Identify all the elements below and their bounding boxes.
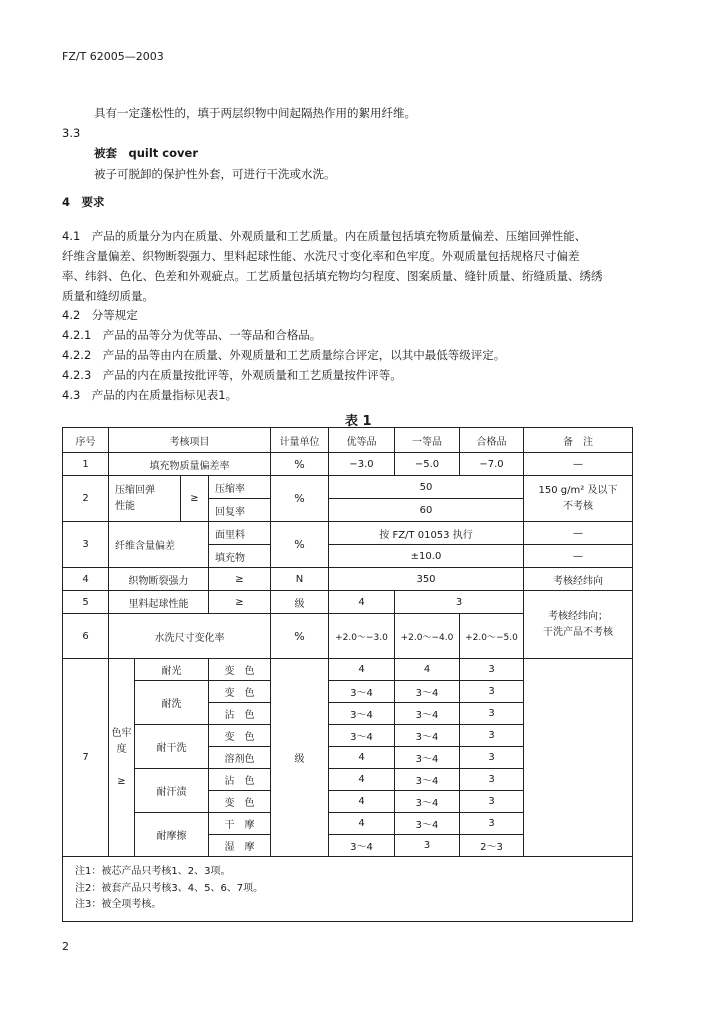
table-row	[63, 659, 633, 681]
table-row	[63, 476, 633, 499]
sub-item: 变 色	[209, 659, 271, 681]
value-superior: 3～4	[329, 835, 395, 857]
fastness-category: 耐干洗	[135, 725, 209, 769]
paragraph: 4.2.1 产品的品等分为优等品、一等品和合格品。	[62, 328, 322, 342]
row-number: 2	[63, 476, 109, 522]
value-all-grades: 50	[329, 476, 524, 499]
table-row	[63, 591, 633, 614]
value-superior: 3～4	[329, 681, 395, 703]
unit: %	[271, 453, 329, 476]
table-note	[63, 857, 633, 879]
section-heading: 4 要求	[62, 195, 105, 209]
comparison-symbol: ≥	[209, 591, 271, 614]
paragraph: 4.3 产品的内在质量指标见表1。	[62, 388, 238, 402]
value-superior: 4	[329, 791, 395, 813]
value-first: 3～4	[395, 681, 460, 703]
fastness-category: 耐摩擦	[135, 813, 209, 857]
paragraph: 4.2.3 产品的内在质量按批评等，外观质量和工艺质量按件评等。	[62, 368, 402, 382]
section-number: 3.3	[62, 126, 81, 140]
value-qualified: 3	[460, 681, 524, 703]
value-superior: 4	[329, 591, 395, 614]
value-first: −5.0	[395, 453, 460, 476]
value-superior: 3～4	[329, 703, 395, 725]
row-number: 1	[63, 453, 109, 476]
sub-item: 变 色	[209, 791, 271, 813]
test-item: 织物断裂强力	[109, 568, 209, 591]
test-item: 里料起球性能	[109, 591, 209, 614]
value-qualified: 3	[460, 747, 524, 769]
paragraph: 纤维含量偏差、织物断裂强力、里料起球性能、水洗尺寸变化率和色牢度。外观质量包括规格尺寸偏差	[62, 249, 580, 263]
value-qualified: 3	[460, 659, 524, 681]
paragraph: 4.2.2 产品的品等由内在质量、外观质量和工艺质量综合评定，以其中最低等级评定。	[62, 348, 506, 362]
value-first: 3～4	[395, 725, 460, 747]
test-item: 水洗尺寸变化率	[109, 614, 271, 659]
column-header: 合格品	[460, 428, 524, 453]
unit: %	[271, 522, 329, 568]
quality-index-table	[62, 427, 633, 922]
value-first: 3～4	[395, 791, 460, 813]
table-note-text: 注1：被芯产品只考核1、2、3项。	[63, 857, 633, 879]
test-item: 压缩回弹 性能	[109, 476, 181, 522]
table-row	[63, 522, 633, 545]
sub-item: 变 色	[209, 681, 271, 703]
value-all-grades: ±10.0	[329, 545, 524, 568]
sub-item: 沾 色	[209, 703, 271, 725]
column-header: 计量单位	[271, 428, 329, 453]
test-item: 纤维含量偏差	[109, 522, 209, 568]
value-superior: 4	[329, 659, 395, 681]
comparison-symbol: ≥	[181, 476, 209, 522]
remark: 考核经纬向	[524, 568, 633, 591]
table-note	[63, 895, 633, 922]
column-header: 一等品	[395, 428, 460, 453]
unit: 级	[271, 659, 329, 857]
term-heading: 被套 quilt cover	[94, 146, 198, 160]
sub-item: 面里料	[209, 522, 271, 545]
sub-item: 湿 摩	[209, 835, 271, 857]
value-first: 3～4	[395, 813, 460, 835]
row-number: 6	[63, 614, 109, 659]
sub-item: 干 摩	[209, 813, 271, 835]
table-row	[63, 453, 633, 476]
sub-item: 压缩率	[209, 476, 271, 499]
value-superior: 4	[329, 769, 395, 791]
value-first: 4	[395, 659, 460, 681]
remark: 考核经纬向； 干洗产品不考核	[524, 591, 633, 659]
table-note	[63, 878, 633, 895]
row-number: 7	[63, 659, 109, 857]
column-header: 备 注	[524, 428, 633, 453]
comparison-symbol: ≥	[209, 568, 271, 591]
unit: 级	[271, 591, 329, 614]
row-number: 3	[63, 522, 109, 568]
remark: —	[524, 545, 633, 568]
value-superior: −3.0	[329, 453, 395, 476]
paragraph: 具有一定蓬松性的，填于两层织物中间起隔热作用的絮用纤维。	[94, 106, 416, 120]
table-note-text: 注2：被套产品只考核3、4、5、6、7项。	[63, 878, 633, 895]
colour-fastness-label: 色牢度 ≥	[109, 659, 135, 857]
sub-item: 回复率	[209, 499, 271, 522]
sub-item: 沾 色	[209, 769, 271, 791]
unit: N	[271, 568, 329, 591]
value-first: +2.0～−4.0	[395, 614, 460, 659]
remark: —	[524, 453, 633, 476]
value-all-grades: 60	[329, 499, 524, 522]
value-first: 3	[395, 835, 460, 857]
test-item: 填充物质量偏差率	[109, 453, 271, 476]
value-qualified: 3	[460, 769, 524, 791]
value-qualified: 3	[460, 703, 524, 725]
value-qualified: 3	[460, 813, 524, 835]
paragraph: 率、纬斜、色化、色差和外观疵点。工艺质量包括填充物均匀程度、图案质量、缝针质量、绗缝质量、绣绣	[62, 269, 603, 283]
page-number: 2	[62, 940, 69, 953]
row-number: 5	[63, 591, 109, 614]
value-superior: 4	[329, 747, 395, 769]
remark	[524, 659, 633, 857]
term-definition: 被子可脱卸的保护性外套，可进行干洗或水洗。	[94, 167, 336, 181]
column-header: 优等品	[329, 428, 395, 453]
value-first-qualified: 3	[395, 591, 524, 614]
fastness-category: 耐光	[135, 659, 209, 681]
value-superior: +2.0～−3.0	[329, 614, 395, 659]
remark: 150 g/m² 及以下 不考核	[524, 476, 633, 522]
table-header-row	[63, 428, 633, 453]
value-superior: 3～4	[329, 725, 395, 747]
value-all-grades: 按 FZ/T 01053 执行	[329, 522, 524, 545]
value-first: 3～4	[395, 747, 460, 769]
unit: %	[271, 476, 329, 522]
value-qualified: −7.0	[460, 453, 524, 476]
unit: %	[271, 614, 329, 659]
fastness-category: 耐洗	[135, 681, 209, 725]
column-header: 考核项目	[109, 428, 271, 453]
paragraph: 4.1 产品的质量分为内在质量、外观质量和工艺质量。内在质量包括填充物质量偏差、压缩回弹性能、	[62, 229, 587, 243]
table-row	[63, 568, 633, 591]
value-first: 3～4	[395, 703, 460, 725]
value-qualified: +2.0～−5.0	[460, 614, 524, 659]
sub-item: 溶剂色	[209, 747, 271, 769]
value-qualified: 3	[460, 791, 524, 813]
value-qualified: 2～3	[460, 835, 524, 857]
table-caption: 表 1	[345, 414, 372, 429]
column-header: 序号	[63, 428, 109, 453]
value-superior: 4	[329, 813, 395, 835]
fastness-category: 耐汗渍	[135, 769, 209, 813]
document-header: FZ/T 62005—2003	[62, 50, 164, 63]
remark: —	[524, 522, 633, 545]
value-qualified: 3	[460, 725, 524, 747]
value-first: 3～4	[395, 769, 460, 791]
row-number: 4	[63, 568, 109, 591]
sub-item: 变 色	[209, 725, 271, 747]
sub-item: 填充物	[209, 545, 271, 568]
value-all-grades: 350	[329, 568, 524, 591]
paragraph: 质量和缝纫质量。	[62, 289, 154, 303]
subsection-heading: 4.2 分等规定	[62, 308, 138, 322]
table-note-text: 注3：被全项考核。	[63, 895, 633, 922]
